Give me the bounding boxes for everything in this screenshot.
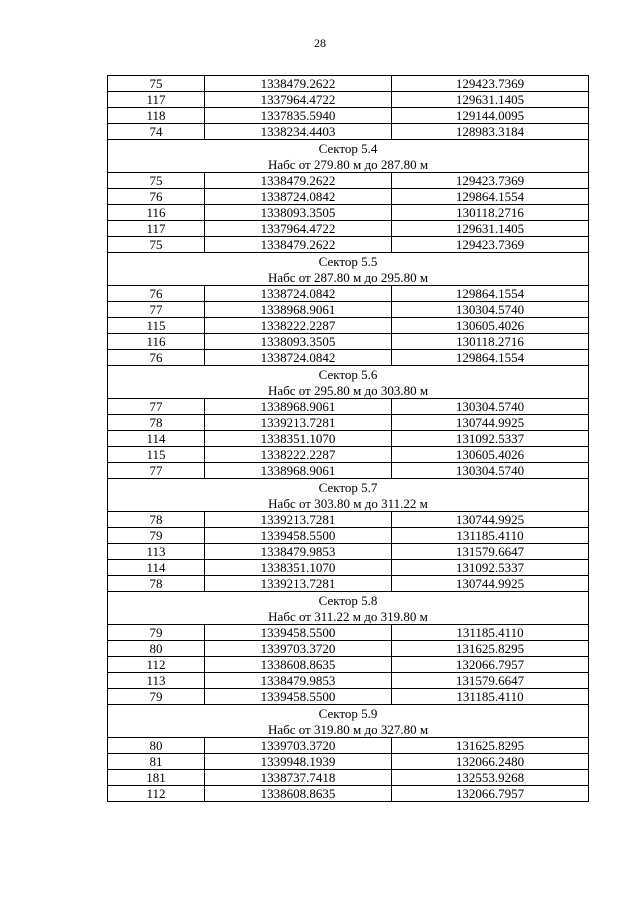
x-coordinate-cell: 1338479.9853 (205, 544, 392, 560)
point-number-cell: 78 (108, 576, 205, 592)
sector-title-row (108, 140, 589, 157)
table-row (108, 544, 589, 560)
sector-title: Сектор 5.6 (108, 366, 589, 383)
table-row (108, 92, 589, 108)
point-number-cell: 75 (108, 76, 205, 92)
x-coordinate-cell: 1338608.8635 (205, 786, 392, 802)
x-coordinate-cell: 1338968.9061 (205, 302, 392, 318)
point-number-cell: 78 (108, 512, 205, 528)
point-number-cell: 114 (108, 431, 205, 447)
table-row (108, 350, 589, 366)
point-number-cell: 117 (108, 221, 205, 237)
table-row (108, 576, 589, 592)
point-number-cell: 76 (108, 350, 205, 366)
point-number-cell: 81 (108, 754, 205, 770)
y-coordinate-cell: 130605.4026 (392, 447, 589, 463)
x-coordinate-cell: 1338724.0842 (205, 350, 392, 366)
sector-title: Сектор 5.5 (108, 253, 589, 270)
point-number-cell: 74 (108, 124, 205, 140)
y-coordinate-cell: 130744.9925 (392, 415, 589, 431)
point-number-cell: 79 (108, 689, 205, 705)
sector-range: Набс от 319.80 м до 327.80 м (108, 721, 589, 738)
x-coordinate-cell: 1339948.1939 (205, 754, 392, 770)
x-coordinate-cell: 1338737.7418 (205, 770, 392, 786)
table-row (108, 108, 589, 124)
x-coordinate-cell: 1338968.9061 (205, 399, 392, 415)
x-coordinate-cell: 1337835.5940 (205, 108, 392, 124)
sector-range: Набс от 303.80 м до 311.22 м (108, 495, 589, 512)
x-coordinate-cell: 1338968.9061 (205, 463, 392, 479)
sector-title: Сектор 5.8 (108, 592, 589, 609)
table-row (108, 318, 589, 334)
x-coordinate-cell: 1338234.4403 (205, 124, 392, 140)
point-number-cell: 75 (108, 237, 205, 253)
point-number-cell: 75 (108, 173, 205, 189)
table-row (108, 221, 589, 237)
table-row (108, 334, 589, 350)
x-coordinate-cell: 1339703.3720 (205, 738, 392, 754)
table-row (108, 173, 589, 189)
x-coordinate-cell: 1338724.0842 (205, 189, 392, 205)
table-row (108, 641, 589, 657)
y-coordinate-cell: 130744.9925 (392, 576, 589, 592)
y-coordinate-cell: 130118.2716 (392, 205, 589, 221)
x-coordinate-cell: 1338093.3505 (205, 205, 392, 221)
sector-range-row (108, 269, 589, 286)
point-number-cell: 77 (108, 302, 205, 318)
point-number-cell: 78 (108, 415, 205, 431)
table-row (108, 286, 589, 302)
y-coordinate-cell: 131579.6647 (392, 673, 589, 689)
y-coordinate-cell: 130744.9925 (392, 512, 589, 528)
point-number-cell: 112 (108, 657, 205, 673)
y-coordinate-cell: 130304.5740 (392, 463, 589, 479)
point-number-cell: 79 (108, 528, 205, 544)
table-row (108, 786, 589, 802)
x-coordinate-cell: 1337964.4722 (205, 92, 392, 108)
point-number-cell: 116 (108, 205, 205, 221)
point-number-cell: 76 (108, 189, 205, 205)
y-coordinate-cell: 129423.7369 (392, 237, 589, 253)
sector-title: Сектор 5.7 (108, 479, 589, 496)
y-coordinate-cell: 131185.4110 (392, 528, 589, 544)
point-number-cell: 114 (108, 560, 205, 576)
x-coordinate-cell: 1339213.7281 (205, 415, 392, 431)
y-coordinate-cell: 131092.5337 (392, 560, 589, 576)
y-coordinate-cell: 132066.7957 (392, 786, 589, 802)
x-coordinate-cell: 1338479.2622 (205, 76, 392, 92)
table-row (108, 415, 589, 431)
y-coordinate-cell: 129423.7369 (392, 173, 589, 189)
y-coordinate-cell: 129631.1405 (392, 221, 589, 237)
point-number-cell: 115 (108, 318, 205, 334)
sector-range-row (108, 721, 589, 738)
y-coordinate-cell: 129144.0095 (392, 108, 589, 124)
table-row (108, 399, 589, 415)
x-coordinate-cell: 1338479.2622 (205, 173, 392, 189)
sector-title-row (108, 366, 589, 383)
table-row (108, 738, 589, 754)
x-coordinate-cell: 1339213.7281 (205, 512, 392, 528)
y-coordinate-cell: 132066.7957 (392, 657, 589, 673)
y-coordinate-cell: 129864.1554 (392, 350, 589, 366)
table-row (108, 189, 589, 205)
sector-range-row (108, 608, 589, 625)
sector-title-row (108, 253, 589, 270)
x-coordinate-cell: 1338479.9853 (205, 673, 392, 689)
x-coordinate-cell: 1339458.5500 (205, 528, 392, 544)
point-number-cell: 116 (108, 334, 205, 350)
y-coordinate-cell: 132553.9268 (392, 770, 589, 786)
table-row (108, 463, 589, 479)
page-number: 28 (314, 36, 326, 50)
sector-title-row (108, 479, 589, 496)
point-number-cell: 79 (108, 625, 205, 641)
point-number-cell: 181 (108, 770, 205, 786)
y-coordinate-cell: 129864.1554 (392, 286, 589, 302)
y-coordinate-cell: 130605.4026 (392, 318, 589, 334)
sector-range: Набс от 295.80 м до 303.80 м (108, 382, 589, 399)
x-coordinate-cell: 1339703.3720 (205, 641, 392, 657)
sector-range: Набс от 287.80 м до 295.80 м (108, 269, 589, 286)
coordinates-table (107, 75, 589, 802)
x-coordinate-cell: 1339213.7281 (205, 576, 392, 592)
y-coordinate-cell: 131185.4110 (392, 625, 589, 641)
y-coordinate-cell: 129631.1405 (392, 92, 589, 108)
sector-title: Сектор 5.4 (108, 140, 589, 157)
x-coordinate-cell: 1338351.1070 (205, 431, 392, 447)
y-coordinate-cell: 128983.3184 (392, 124, 589, 140)
point-number-cell: 76 (108, 286, 205, 302)
point-number-cell: 80 (108, 641, 205, 657)
table-row (108, 625, 589, 641)
table-row (108, 512, 589, 528)
x-coordinate-cell: 1338479.2622 (205, 237, 392, 253)
y-coordinate-cell: 129864.1554 (392, 189, 589, 205)
table-row (108, 770, 589, 786)
point-number-cell: 80 (108, 738, 205, 754)
x-coordinate-cell: 1339458.5500 (205, 689, 392, 705)
y-coordinate-cell: 130304.5740 (392, 302, 589, 318)
sector-range-row (108, 382, 589, 399)
y-coordinate-cell: 131625.8295 (392, 738, 589, 754)
table-row (108, 560, 589, 576)
x-coordinate-cell: 1338608.8635 (205, 657, 392, 673)
x-coordinate-cell: 1338222.2287 (205, 447, 392, 463)
x-coordinate-cell: 1338093.3505 (205, 334, 392, 350)
sector-title-row (108, 592, 589, 609)
point-number-cell: 112 (108, 786, 205, 802)
sector-title-row (108, 705, 589, 722)
y-coordinate-cell: 131625.8295 (392, 641, 589, 657)
point-number-cell: 117 (108, 92, 205, 108)
sector-range: Набс от 311.22 м до 319.80 м (108, 608, 589, 625)
table-row (108, 76, 589, 92)
x-coordinate-cell: 1338724.0842 (205, 286, 392, 302)
y-coordinate-cell: 129423.7369 (392, 76, 589, 92)
x-coordinate-cell: 1338222.2287 (205, 318, 392, 334)
point-number-cell: 113 (108, 544, 205, 560)
point-number-cell: 118 (108, 108, 205, 124)
y-coordinate-cell: 130118.2716 (392, 334, 589, 350)
y-coordinate-cell: 132066.2480 (392, 754, 589, 770)
coordinates-table-body (108, 76, 589, 802)
point-number-cell: 77 (108, 463, 205, 479)
sector-range-row (108, 495, 589, 512)
table-row (108, 528, 589, 544)
table-row (108, 657, 589, 673)
y-coordinate-cell: 131579.6647 (392, 544, 589, 560)
y-coordinate-cell: 131185.4110 (392, 689, 589, 705)
table-row (108, 689, 589, 705)
sector-range-row (108, 156, 589, 173)
sector-range: Набс от 279.80 м до 287.80 м (108, 156, 589, 173)
table-row (108, 447, 589, 463)
y-coordinate-cell: 131092.5337 (392, 431, 589, 447)
table-row (108, 673, 589, 689)
table-row (108, 124, 589, 140)
table-row (108, 237, 589, 253)
x-coordinate-cell: 1339458.5500 (205, 625, 392, 641)
point-number-cell: 115 (108, 447, 205, 463)
point-number-cell: 113 (108, 673, 205, 689)
point-number-cell: 77 (108, 399, 205, 415)
x-coordinate-cell: 1338351.1070 (205, 560, 392, 576)
table-row (108, 205, 589, 221)
x-coordinate-cell: 1337964.4722 (205, 221, 392, 237)
y-coordinate-cell: 130304.5740 (392, 399, 589, 415)
table-row (108, 754, 589, 770)
table-row (108, 302, 589, 318)
table-row (108, 431, 589, 447)
sector-title: Сектор 5.9 (108, 705, 589, 722)
